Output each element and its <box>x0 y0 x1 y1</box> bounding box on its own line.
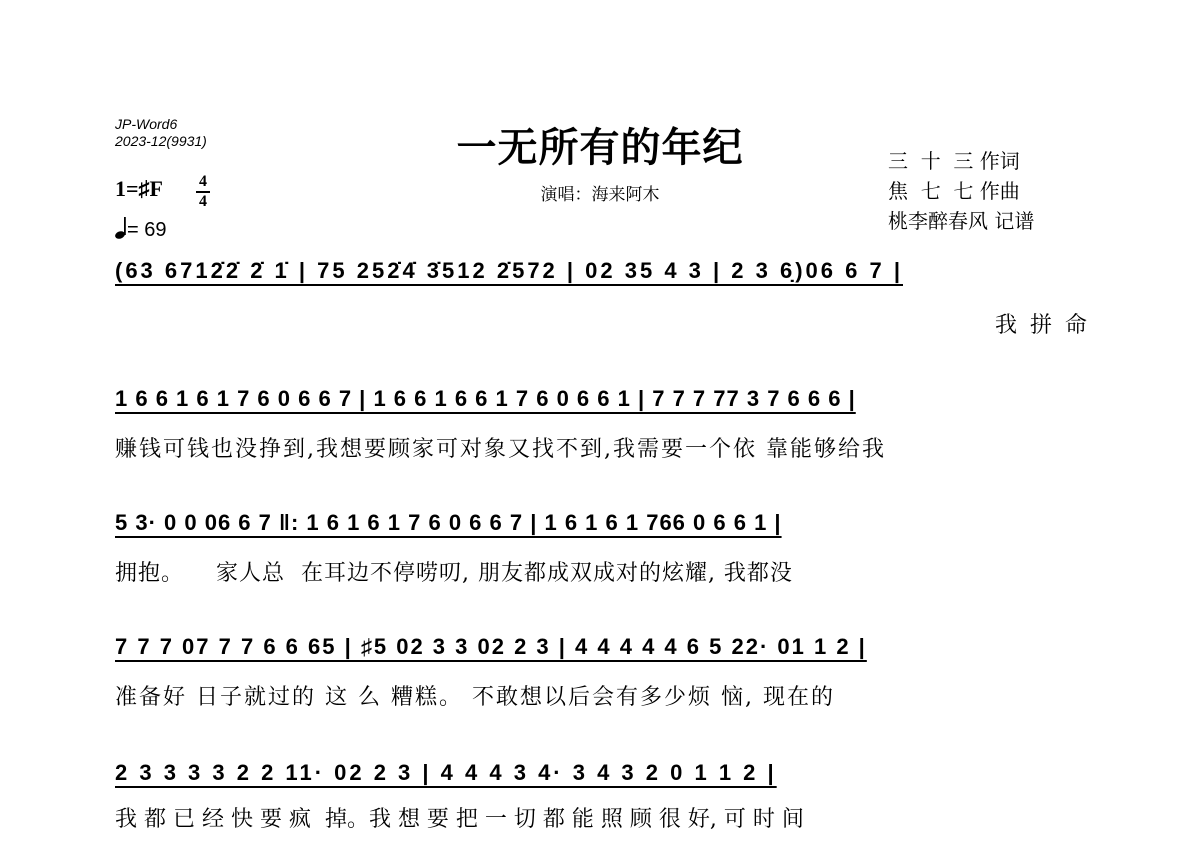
key-signature: 1=♯F <box>115 176 163 201</box>
software-name: JP-Word6 <box>115 116 178 132</box>
time-signature <box>196 174 210 210</box>
tempo-marking <box>115 216 166 242</box>
lyricist-credit: 三 十 三 作词 <box>888 149 1020 173</box>
lyric-line-4: 准备好 日子就过的 这 么 糟糕。 不敢想以后会有多少烦 恼, 现在的 <box>115 685 835 710</box>
song-title: 一无所有的年纪 <box>456 124 744 171</box>
composer-credit: 焦 七 七 作曲 <box>888 179 1020 203</box>
score-line-4: 7 7 7 07 7 7 6 6 65 | ♯5 02 3 3 02 2 3 | 4 4 4 4 4 6 5 22· 01 1 2 | <box>115 634 867 659</box>
lyric-line-5: 我 都 已 经 快 要 疯 掉。我 想 要 把 一 切 都 能 照 顾 很 好, 可 时 间 <box>115 807 804 832</box>
score-line-3: 5 3· 0 0 06 6 7 ‖: 1 6 1 6 1 7 6 0 6 6 7 | 1 6 1 6 1 766 0 6 6 1 | <box>115 510 782 535</box>
tempo-value: = 69 <box>127 219 167 241</box>
lyric-line-1: 我 拼 命 <box>995 313 1090 338</box>
time-sig-bottom: 4 <box>199 193 207 210</box>
singer-line: 演唱：海来阿木 <box>540 185 660 205</box>
score-line-2: 1 6 6 1 6 1 7 6 0 6 6 7 | 1 6 6 1 6 6 1 7 6 0 6 6 1 | 7 7 7 77 3 7 6 6 6 | <box>115 386 856 411</box>
time-sig-top: 4 <box>199 173 207 190</box>
quarter-note-icon <box>115 216 127 242</box>
lyric-line-3: 拥抱。 家人总 在耳边不停唠叨, 朋友都成双成对的炫耀, 我都没 <box>115 561 793 586</box>
transcriber-credit: 桃李醉春风 记谱 <box>888 209 1035 233</box>
lyric-line-2: 赚钱可钱也没挣到,我想要顾家可对象又找不到,我需要一个依 靠能够给我 <box>115 437 886 462</box>
credits <box>888 146 1034 236</box>
software-version: 2023-12(9931) <box>115 133 207 149</box>
score-line-1: (63 6712̇2̇ 2̇ 1̇ | 75 252̇4̇ 3̇512 2̇572 | 02 35 4 3 | 2 3 6̣)06 6 7 | <box>115 258 903 283</box>
score-line-5: 2 3 3 3 3 2 2 11· 02 2 3 | 4 4 4 3 4· 3 4 3 2 0 1 1 2 | <box>115 760 777 785</box>
